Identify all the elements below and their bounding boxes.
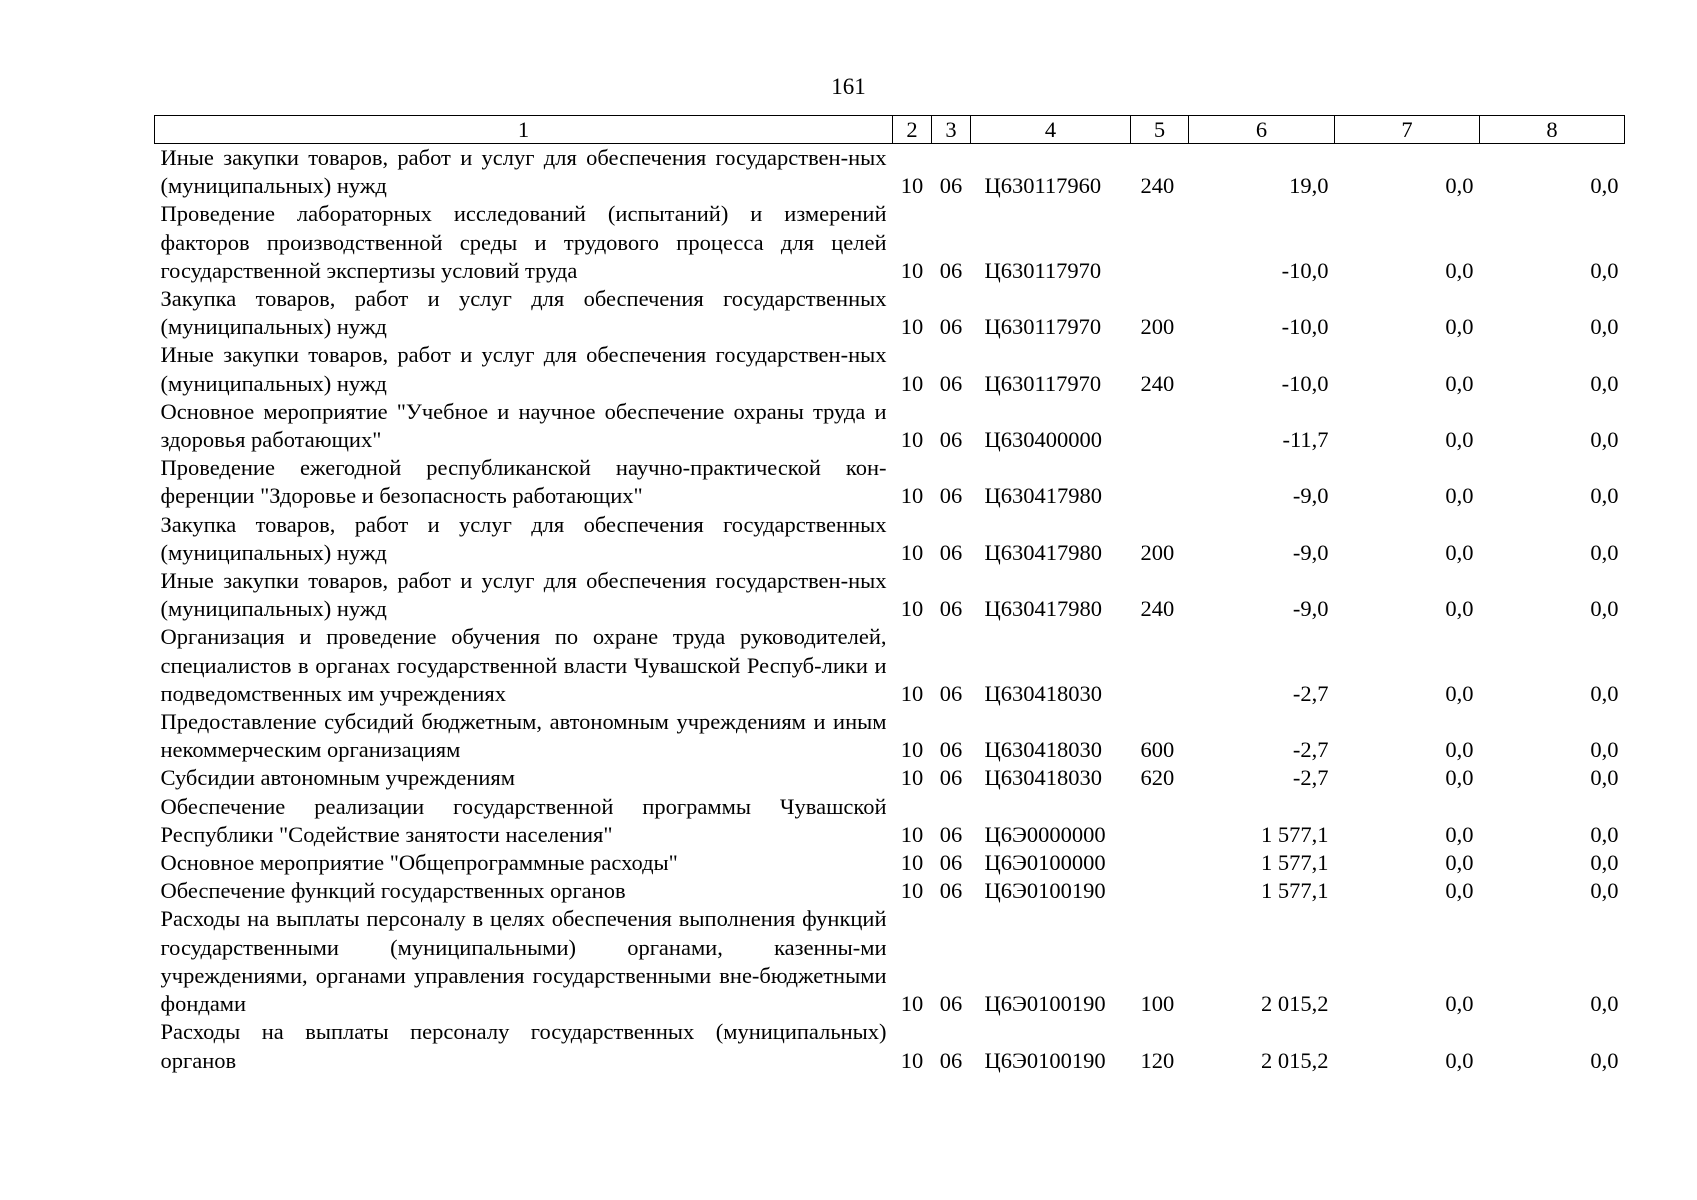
row-name: Закупка товаров, работ и услуг для обеспечения государственных (муниципальных) нужд xyxy=(160,511,887,565)
row-section: 10 xyxy=(900,850,924,876)
row-amount-col8: 0,0 xyxy=(1590,991,1619,1017)
row-expense-type: 240 xyxy=(1140,173,1175,199)
row-target-article: Ц630417980 xyxy=(984,483,1102,509)
row-expense-type xyxy=(1131,623,1189,708)
row-name: Проведение лабораторных исследований (испытаний) и измерений факторов производственной среды и трудового процесса для целей государственной экспертизы условий труда xyxy=(160,201,887,283)
table-row xyxy=(155,764,1625,792)
header-col-3: 3 xyxy=(932,116,971,144)
row-subsection: 06 xyxy=(939,539,963,565)
row-section: 10 xyxy=(900,596,924,622)
row-subsection: 06 xyxy=(939,850,963,876)
row-expense-type xyxy=(1131,849,1189,877)
row-expense-type: 200 xyxy=(1140,539,1175,565)
row-expense-type: 240 xyxy=(1140,596,1175,622)
row-amount-col8: 0,0 xyxy=(1590,737,1619,763)
row-section: 10 xyxy=(900,1047,924,1073)
row-amount-col7: 0,0 xyxy=(1445,257,1474,283)
row-target-article: Ц630400000 xyxy=(984,427,1102,453)
row-name: Расходы на выплаты персоналу государственных (муниципальных) органов xyxy=(160,1019,887,1073)
header-col-2: 2 xyxy=(893,116,932,144)
row-name: Организация и проведение обучения по охране труда руководителей, специалистов в органах государственной власти Чувашской Респуб-лики и подведомственных им учреждениях xyxy=(160,624,887,706)
row-amount-col6: -11,7 xyxy=(1282,427,1329,453)
row-amount-col6: -10,0 xyxy=(1281,314,1329,340)
row-name: Основное мероприятие "Общепрограммные расходы" xyxy=(160,850,678,876)
row-expense-type: 600 xyxy=(1140,737,1175,763)
table-header xyxy=(155,116,1625,144)
row-expense-type xyxy=(1131,398,1189,454)
row-amount-col7: 0,0 xyxy=(1445,539,1474,565)
row-amount-col6: -10,0 xyxy=(1281,257,1329,283)
row-name: Обеспечение функций государственных органов xyxy=(160,878,626,904)
row-amount-col8: 0,0 xyxy=(1590,821,1619,847)
row-expense-type: 620 xyxy=(1140,765,1175,791)
row-name: Предоставление субсидий бюджетным, автономным учреждениям и иным некоммерческим организациям xyxy=(160,709,887,763)
row-amount-col6: -9,0 xyxy=(1292,483,1329,509)
row-target-article: Ц630117970 xyxy=(984,370,1102,396)
row-name: Субсидии автономным учреждениям xyxy=(160,765,515,791)
row-amount-col6: 1 577,1 xyxy=(1261,878,1329,904)
table-row xyxy=(155,793,1625,849)
row-amount-col7: 0,0 xyxy=(1445,1047,1474,1073)
row-expense-type xyxy=(1131,454,1189,510)
row-subsection: 06 xyxy=(939,483,963,509)
row-amount-col8: 0,0 xyxy=(1590,539,1619,565)
row-amount-col7: 0,0 xyxy=(1445,173,1474,199)
row-name: Основное мероприятие "Учебное и научное обеспечение охраны труда и здоровья работающих" xyxy=(160,398,887,453)
row-subsection: 06 xyxy=(939,596,963,622)
row-section: 10 xyxy=(900,991,924,1017)
row-target-article: Ц630418030 xyxy=(984,765,1102,791)
row-subsection: 06 xyxy=(939,765,963,791)
row-expense-type: 240 xyxy=(1140,370,1175,396)
row-section: 10 xyxy=(900,427,924,453)
row-name: Закупка товаров, работ и услуг для обеспечения государственных (муниципальных) нужд xyxy=(160,286,887,340)
row-amount-col8: 0,0 xyxy=(1590,314,1619,340)
table-row xyxy=(155,454,1625,510)
row-amount-col6: 2 015,2 xyxy=(1261,991,1329,1017)
row-subsection: 06 xyxy=(939,737,963,763)
row-target-article: Ц630117970 xyxy=(984,314,1102,340)
row-amount-col6: 19,0 xyxy=(1289,173,1329,199)
row-amount-col7: 0,0 xyxy=(1445,483,1474,509)
row-amount-col7: 0,0 xyxy=(1445,370,1474,396)
row-amount-col6: -2,7 xyxy=(1292,737,1329,763)
row-amount-col8: 0,0 xyxy=(1590,596,1619,622)
row-subsection: 06 xyxy=(939,314,963,340)
row-name: Обеспечение реализации государственной программы Чувашской Республики "Содействие занятости населения" xyxy=(160,793,887,847)
table-row xyxy=(155,877,1625,905)
row-section: 10 xyxy=(900,765,924,791)
row-amount-col8: 0,0 xyxy=(1590,765,1619,791)
row-name: Иные закупки товаров, работ и услуг для обеспечения государствен-ных (муниципальных) нужд xyxy=(160,342,887,396)
page-number: 161 xyxy=(831,74,866,99)
row-name: Иные закупки товаров, работ и услуг для обеспечения государствен-ных (муниципальных) нужд xyxy=(160,568,887,622)
row-expense-type: 200 xyxy=(1140,314,1175,340)
row-section: 10 xyxy=(900,173,924,199)
table-row xyxy=(155,905,1625,1018)
row-subsection: 06 xyxy=(939,878,963,904)
row-expense-type xyxy=(1131,793,1189,849)
row-target-article: Ц6Э0100000 xyxy=(984,850,1106,876)
row-amount-col8: 0,0 xyxy=(1590,850,1619,876)
row-amount-col8: 0,0 xyxy=(1590,878,1619,904)
header-col-4: 4 xyxy=(971,116,1131,144)
row-amount-col6: 1 577,1 xyxy=(1261,821,1329,847)
row-subsection: 06 xyxy=(939,821,963,847)
header-col-1: 1 xyxy=(155,116,893,144)
row-expense-type: 120 xyxy=(1140,1047,1175,1073)
table-row xyxy=(155,623,1625,708)
row-amount-col7: 0,0 xyxy=(1445,427,1474,453)
row-subsection: 06 xyxy=(939,257,963,283)
header-col-5: 5 xyxy=(1131,116,1189,144)
table-body xyxy=(155,144,1625,1075)
header-row xyxy=(155,116,1625,144)
row-amount-col7: 0,0 xyxy=(1445,765,1474,791)
row-target-article: Ц630418030 xyxy=(984,680,1102,706)
row-target-article: Ц630417980 xyxy=(984,596,1102,622)
row-section: 10 xyxy=(900,680,924,706)
row-amount-col7: 0,0 xyxy=(1445,850,1474,876)
table-row xyxy=(155,144,1625,201)
row-amount-col8: 0,0 xyxy=(1590,680,1619,706)
table-row xyxy=(155,398,1625,454)
row-amount-col6: -2,7 xyxy=(1292,765,1329,791)
row-section: 10 xyxy=(900,314,924,340)
row-amount-col6: 1 577,1 xyxy=(1261,850,1329,876)
row-amount-col7: 0,0 xyxy=(1445,878,1474,904)
row-target-article: Ц630117960 xyxy=(984,173,1102,199)
table-row xyxy=(155,341,1625,397)
table-row xyxy=(155,849,1625,877)
row-amount-col8: 0,0 xyxy=(1590,1047,1619,1073)
row-amount-col7: 0,0 xyxy=(1445,821,1474,847)
header-col-7: 7 xyxy=(1335,116,1480,144)
row-target-article: Ц630417980 xyxy=(984,539,1102,565)
row-target-article: Ц630418030 xyxy=(984,737,1102,763)
row-section: 10 xyxy=(900,257,924,283)
table-row xyxy=(155,285,1625,341)
table-row xyxy=(155,1018,1625,1074)
row-target-article: Ц6Э0100190 xyxy=(984,878,1106,904)
row-amount-col8: 0,0 xyxy=(1590,370,1619,396)
row-section: 10 xyxy=(900,370,924,396)
table-row xyxy=(155,567,1625,623)
row-amount-col7: 0,0 xyxy=(1445,680,1474,706)
row-expense-type xyxy=(1131,200,1189,285)
row-amount-col7: 0,0 xyxy=(1445,314,1474,340)
row-expense-type: 100 xyxy=(1140,991,1175,1017)
row-amount-col6: -2,7 xyxy=(1292,680,1329,706)
row-amount-col8: 0,0 xyxy=(1590,483,1619,509)
row-amount-col6: -10,0 xyxy=(1281,370,1329,396)
table-row xyxy=(155,708,1625,764)
row-subsection: 06 xyxy=(939,370,963,396)
row-section: 10 xyxy=(900,539,924,565)
row-name: Расходы на выплаты персоналу в целях обеспечения выполнения функций государственными (муниципальными) органами, казенны-ми учреждениями, органами управления государственными вне-бюджетными фондами xyxy=(160,906,887,1017)
row-section: 10 xyxy=(900,483,924,509)
row-amount-col8: 0,0 xyxy=(1590,257,1619,283)
row-subsection: 06 xyxy=(939,991,963,1017)
row-section: 10 xyxy=(900,878,924,904)
row-subsection: 06 xyxy=(939,173,963,199)
row-amount-col7: 0,0 xyxy=(1445,737,1474,763)
row-expense-type xyxy=(1131,877,1189,905)
row-target-article: Ц630117970 xyxy=(984,257,1102,283)
row-subsection: 06 xyxy=(939,427,963,453)
table-row xyxy=(155,200,1625,285)
row-name: Иные закупки товаров, работ и услуг для обеспечения государствен-ных (муниципальных) нужд xyxy=(160,145,887,199)
table-row xyxy=(155,511,1625,567)
header-col-8: 8 xyxy=(1480,116,1625,144)
row-amount-col7: 0,0 xyxy=(1445,596,1474,622)
row-amount-col7: 0,0 xyxy=(1445,991,1474,1017)
row-name: Проведение ежегодной республиканской научно-практической кон-ференции "Здоровье и безопасность работающих" xyxy=(160,455,887,509)
row-target-article: Ц6Э0000000 xyxy=(984,821,1106,847)
row-amount-col8: 0,0 xyxy=(1590,173,1619,199)
budget-table xyxy=(154,115,1625,1075)
row-amount-col6: 2 015,2 xyxy=(1261,1047,1329,1073)
row-subsection: 06 xyxy=(939,1047,963,1073)
header-col-6: 6 xyxy=(1189,116,1335,144)
row-section: 10 xyxy=(900,737,924,763)
row-amount-col6: -9,0 xyxy=(1292,539,1329,565)
row-subsection: 06 xyxy=(939,680,963,706)
row-amount-col6: -9,0 xyxy=(1292,596,1329,622)
row-amount-col8: 0,0 xyxy=(1590,427,1619,453)
row-section: 10 xyxy=(900,821,924,847)
row-target-article: Ц6Э0100190 xyxy=(984,1047,1106,1073)
row-target-article: Ц6Э0100190 xyxy=(984,991,1106,1017)
